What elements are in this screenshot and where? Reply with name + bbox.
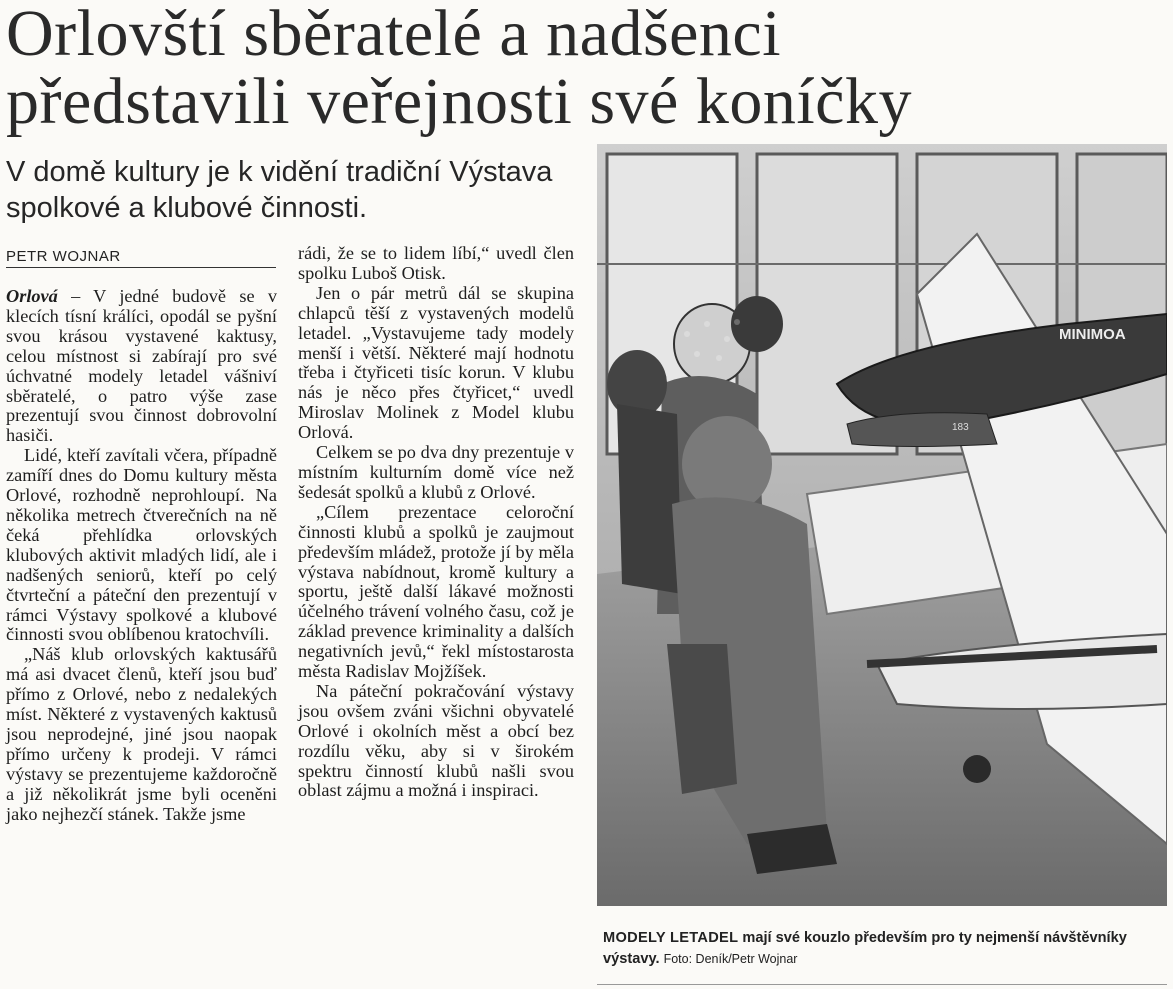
dateline-location: Orlová	[6, 286, 58, 306]
article-subheadline	[6, 154, 591, 226]
article-photo	[597, 144, 1167, 906]
caption-text: mají své kouzlo především pro ty nejmenší návštěvníky výstavy.	[603, 930, 1127, 967]
subhead-line-2: spolkové a klubové činnosti.	[6, 192, 368, 224]
headline-line-1: Orlovští sběratelé a nadšenci	[6, 0, 782, 70]
article-column-1	[6, 287, 277, 824]
caption-lead: MODELY LETADEL	[603, 930, 739, 946]
paragraph: Lidé, kteří zavítali včera, případně zamíří dnes do Domu kultury města Orlové, rozhodně neprohloupí. Na několika metrech čtverečních na ně čeká přehlídka orlovských klubových aktivit mladých lidí, ale i nadšených seniorů, kteří po celý čtvrteční a páteční den prezentují v rámci Výstavy spolkové a klubové činnosti svou oblíbenou kratochvíli.	[6, 445, 277, 645]
headline-line-2: představili veřejnosti své koníčky	[6, 65, 912, 138]
paragraph: Jen o pár metrů dál se skupina chlapců těší z vystavených modelů letadel. „Vystavujeme tady modely menší i větší. Některé mají hodnotu třeba i čtyřiceti tisíc korun. V klubu nás je něco přes čtyřicet,“ uvedl Miroslav Molinek z Model klubu Orlová.	[298, 282, 574, 443]
plane-label: MINIMOA	[1059, 326, 1126, 343]
paragraph: rádi, že se to lidem líbí,“ uvedl člen spolku Luboš Otisk.	[298, 243, 574, 283]
article-column-2	[298, 244, 574, 801]
author-byline: PETR WOJNAR	[6, 248, 276, 268]
article-headline	[6, 0, 1166, 136]
subhead-line-1: V domě kultury je k vidění tradiční Výstava	[6, 156, 553, 188]
paragraph	[6, 287, 277, 446]
caption-divider	[597, 984, 1167, 985]
tail-number: 183	[952, 422, 969, 433]
photo-caption	[603, 928, 1169, 970]
paragraph: Na páteční pokračování výstavy jsou ovšem zváni všichni obyvatelé Orlové i okolních měst a obcí bez rozdílu věku, aby si v širokém spektru činností klubů našli svou oblast zájmu a možná i inspiraci.	[298, 680, 574, 801]
paragraph-text: – V jedné budově se v klecích tísní králíci, opodál se pyšní svou krásou vystavené kaktusy, celou místnost si zabírají pro své úchvatné modely letadel vášniví sběratelé, o patro výše zase prezentují svou činnost dobrovolní hasiči.	[6, 286, 277, 446]
photo-credit: Foto: Deník/Petr Wojnar	[663, 952, 798, 966]
paragraph: „Cílem prezentace celoroční činnosti klubů a spolků je zaujmout především mládež, protože jí by měla výstava nabídnout, kromě kultury a sportu, ještě další lákavé možnosti účelného trávení volného času, což je základ prevence kriminality a dalších negativních jevů,“ řekl místostarosta města Radislav Mojžíšek.	[298, 501, 574, 682]
photo-scene	[597, 144, 1167, 906]
paragraph: Celkem se po dva dny prezentuje v místním kulturním domě více než šedesát spolků a klubů z Orlové.	[298, 442, 574, 502]
paragraph: „Náš klub orlovských kaktusářů má asi dvacet členů, kteří jsou buď přímo z Orlové, nebo z nedalekých míst. Některé z vystavených kaktusů jsou neprodejné, jiné jsou naopak přímo určeny k prodeji. V rámci výstavy se prezentujeme každoročně a již několikrát jsme byli oceněni jako nejhezčí stánek. Takže jsme	[6, 644, 277, 824]
